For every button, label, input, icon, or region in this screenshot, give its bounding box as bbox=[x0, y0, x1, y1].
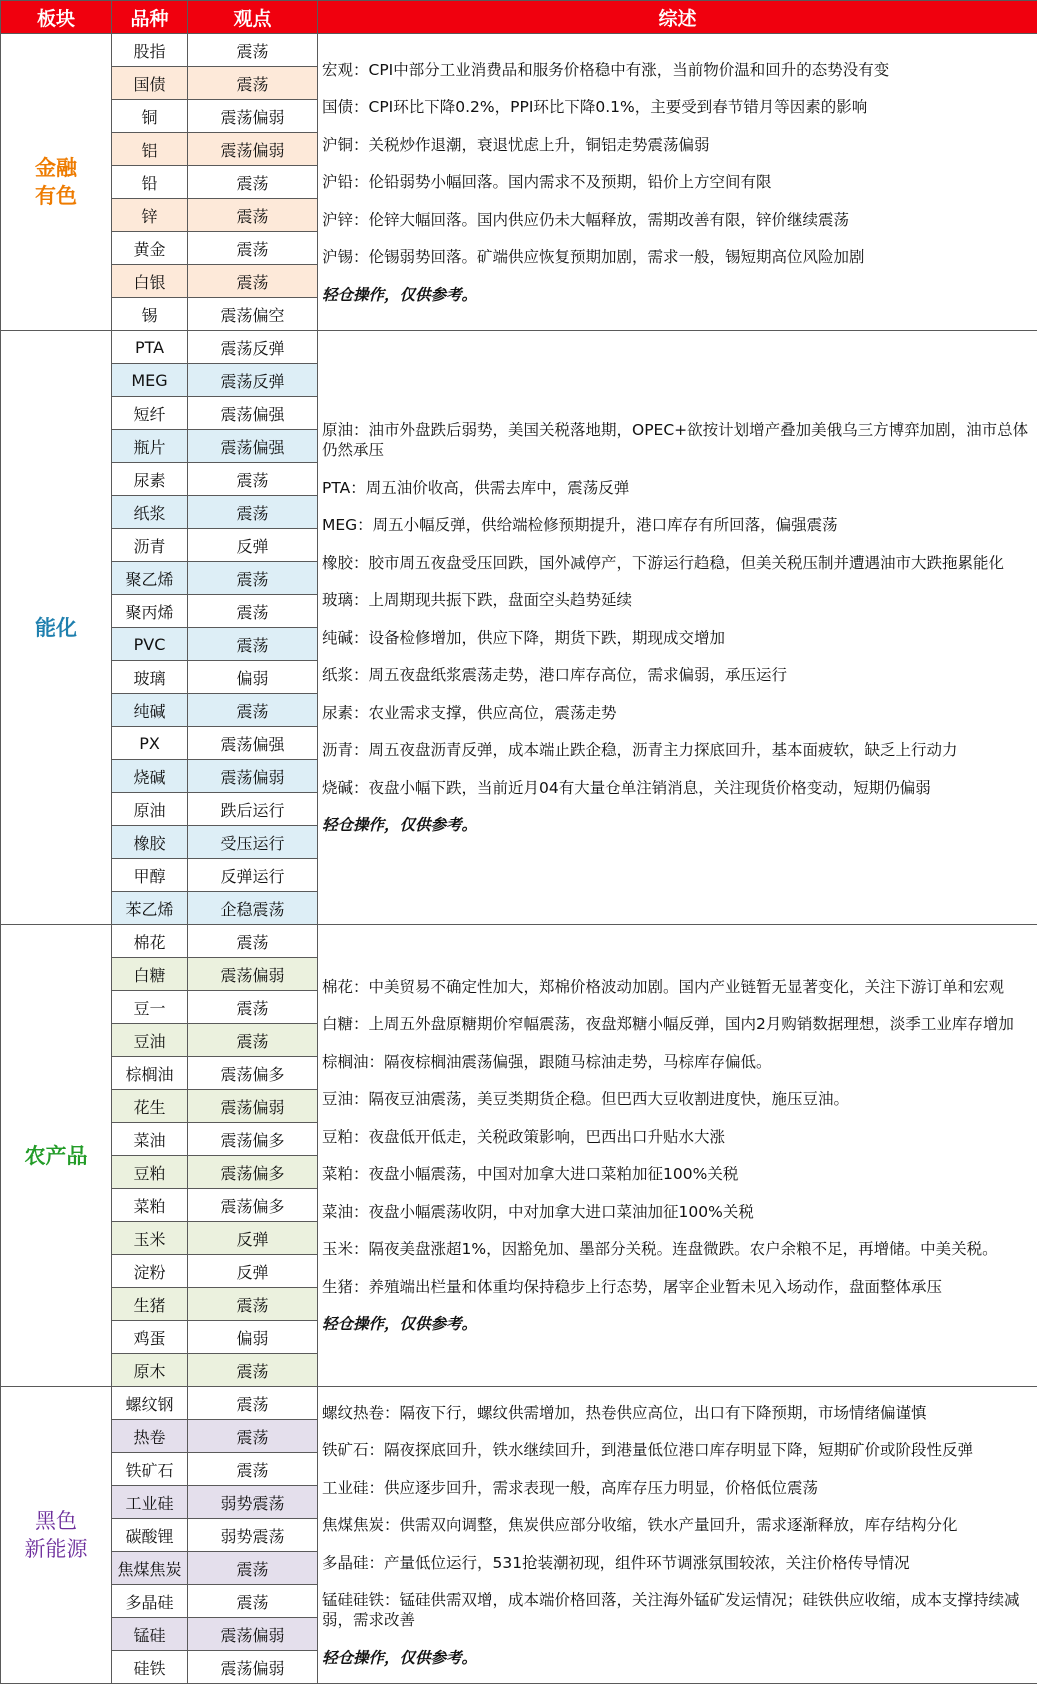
product-cell: 豆粕 bbox=[112, 1156, 188, 1189]
product-cell: 烧碱 bbox=[112, 760, 188, 793]
view-cell: 震荡偏弱 bbox=[188, 1651, 318, 1684]
summary-line: PTA：周五油价收高，供需去库中，震荡反弹 bbox=[322, 478, 630, 497]
summary-line: 玻璃：上周期现共振下跌，盘面空头趋势延续 bbox=[322, 591, 633, 609]
product-cell: 淀粉 bbox=[112, 1255, 188, 1288]
view-cell: 震荡 bbox=[188, 34, 318, 67]
view-cell: 震荡反弹 bbox=[188, 364, 318, 397]
header-summary: 综述 bbox=[318, 1, 1037, 34]
view-cell: 企稳震荡 bbox=[188, 892, 318, 925]
summary-cell bbox=[318, 331, 1037, 925]
view-cell: 震荡 bbox=[188, 562, 318, 595]
product-cell: PVC bbox=[112, 628, 188, 661]
view-cell: 震荡偏强 bbox=[188, 397, 318, 430]
product-cell: 鸡蛋 bbox=[112, 1321, 188, 1354]
summary-line: 白糖：上周五外盘原糖期价窄幅震荡，夜盘郑糖小幅反弹，国内2月购销数据理想，淡季工业库存增加 bbox=[322, 1015, 1014, 1034]
summary-line: 生猪：养殖端出栏量和体重均保持稳步上行态势，屠宰企业暂未见入场动作，盘面整体承压 bbox=[322, 1277, 943, 1296]
view-cell: 反弹运行 bbox=[188, 859, 318, 892]
product-cell: 橡胶 bbox=[112, 826, 188, 859]
product-cell: 棕榈油 bbox=[112, 1057, 188, 1090]
summary-line: 豆粕：夜盘低开低走，关税政策影响，巴西出口升贴水大涨 bbox=[322, 1127, 726, 1146]
view-cell: 震荡偏弱 bbox=[188, 133, 318, 166]
summary-line: 尿素：农业需求支撑，供应高位，震荡走势 bbox=[322, 703, 617, 722]
view-cell: 震荡偏强 bbox=[188, 727, 318, 760]
view-cell: 弱势震荡 bbox=[188, 1486, 318, 1519]
summary-line: 多晶硅：产量低位运行，531抢装潮初现，组件环节调涨氛围较浓，关注价格传导情况 bbox=[322, 1553, 910, 1572]
advice-note: 轻仓操作，仅供参考。 bbox=[322, 1315, 478, 1334]
product-cell: 国债 bbox=[112, 67, 188, 100]
product-cell: 焦煤焦炭 bbox=[112, 1552, 188, 1585]
product-cell: 热卷 bbox=[112, 1420, 188, 1453]
view-cell: 震荡偏多 bbox=[188, 1189, 318, 1222]
summary-cell bbox=[318, 925, 1037, 1387]
view-cell: 偏弱 bbox=[188, 661, 318, 694]
product-cell: 纸浆 bbox=[112, 496, 188, 529]
view-cell: 震荡偏空 bbox=[188, 298, 318, 331]
product-cell: 甲醇 bbox=[112, 859, 188, 892]
sector-cell bbox=[1, 925, 112, 1387]
summary-line: 沪铜：关税炒作退潮，衰退忧虑上升，铜铝走势震荡偏弱 bbox=[322, 135, 710, 154]
view-cell: 震荡 bbox=[188, 991, 318, 1024]
summary-cell bbox=[318, 34, 1037, 331]
product-cell: 生猪 bbox=[112, 1288, 188, 1321]
product-cell: 铜 bbox=[112, 100, 188, 133]
product-cell: 尿素 bbox=[112, 463, 188, 496]
summary-line: 铁矿石：隔夜探底回升，铁水继续回升，到港量低位港口库存明显下降，短期矿价或阶段性反弹 bbox=[322, 1441, 974, 1459]
product-cell: 工业硅 bbox=[112, 1486, 188, 1519]
view-cell: 震荡偏多 bbox=[188, 1156, 318, 1189]
sector-cell bbox=[1, 34, 112, 331]
table-row bbox=[1, 1387, 1037, 1420]
product-cell: 锌 bbox=[112, 199, 188, 232]
product-cell: 短纤 bbox=[112, 397, 188, 430]
advice-note: 轻仓操作，仅供参考。 bbox=[322, 816, 478, 834]
product-cell: 瓶片 bbox=[112, 430, 188, 463]
product-cell: 铅 bbox=[112, 166, 188, 199]
summary-line: 宏观：CPI中部分工业消费品和服务价格稳中有涨，当前物价温和回升的态势没有变 bbox=[322, 60, 890, 79]
sector-cell bbox=[1, 1387, 112, 1684]
summary-line: 豆油：隔夜豆油震荡，美豆类期货企稳。但巴西大豆收割进度快，施压豆油。 bbox=[322, 1090, 850, 1109]
view-cell: 震荡偏弱 bbox=[188, 1618, 318, 1651]
sector-cell bbox=[1, 331, 112, 925]
view-cell: 震荡偏弱 bbox=[188, 100, 318, 133]
summary-line: 烧碱：夜盘小幅下跌，当前近月04有大量仓单注销消息，关注现货价格变动，短期仍偏弱 bbox=[322, 778, 931, 797]
product-cell: 铁矿石 bbox=[112, 1453, 188, 1486]
summary-line: 菜油：夜盘小幅震荡收阴，中对加拿大进口菜油加征100%关税 bbox=[322, 1202, 754, 1221]
product-cell: 沥青 bbox=[112, 529, 188, 562]
view-cell: 震荡偏多 bbox=[188, 1057, 318, 1090]
view-cell: 震荡 bbox=[188, 1387, 318, 1420]
product-cell: 豆一 bbox=[112, 991, 188, 1024]
view-cell: 震荡 bbox=[188, 232, 318, 265]
sector-label: 新能源 bbox=[24, 1537, 88, 1561]
header-row bbox=[1, 1, 1037, 34]
product-cell: MEG bbox=[112, 364, 188, 397]
summary-line: 棕榈油：隔夜棕榈油震荡偏强，跟随马棕油走势，马棕库存偏低。 bbox=[322, 1052, 772, 1071]
view-cell: 震荡偏弱 bbox=[188, 958, 318, 991]
product-cell: 菜粕 bbox=[112, 1189, 188, 1222]
view-cell: 偏弱 bbox=[188, 1321, 318, 1354]
view-cell: 震荡 bbox=[188, 67, 318, 100]
view-cell: 反弹 bbox=[188, 1222, 318, 1255]
view-cell: 受压运行 bbox=[188, 826, 318, 859]
product-cell: 硅铁 bbox=[112, 1651, 188, 1684]
table-row bbox=[1, 331, 1037, 364]
summary-line: 玉米：隔夜美盘涨超1%，因豁免加、墨部分关税。连盘微跌。农户余粮不足，再增储。中美关税。 bbox=[322, 1240, 998, 1259]
summary-line: 纯碱：设备检修增加，供应下降，期货下跌，期现成交增加 bbox=[322, 628, 726, 647]
product-cell: 菜油 bbox=[112, 1123, 188, 1156]
table-body bbox=[1, 34, 1037, 1684]
product-cell: 豆油 bbox=[112, 1024, 188, 1057]
product-cell: 锡 bbox=[112, 298, 188, 331]
product-cell: 白糖 bbox=[112, 958, 188, 991]
summary-line: 国债：CPI环比下降0.2%，PPI环比下降0.1%，主要受到春节错月等因素的影响 bbox=[322, 98, 868, 116]
product-cell: 玉米 bbox=[112, 1222, 188, 1255]
view-cell: 震荡 bbox=[188, 199, 318, 232]
header-view: 观点 bbox=[188, 1, 318, 34]
sector-label: 金融 bbox=[35, 156, 77, 180]
view-cell: 震荡 bbox=[188, 1354, 318, 1387]
sector-label: 有色 bbox=[35, 184, 77, 208]
summary-line: 原油：油市外盘跌后弱势，美国关税落地期，OPEC+欲按计划增产叠加美俄乌三方博弈加剧，油市总体仍然承压 bbox=[322, 421, 1029, 459]
summary-line: 沥青：周五夜盘沥青反弹，成本端止跌企稳，沥青主力探底回升，基本面疲软，缺乏上行动力 bbox=[322, 741, 958, 759]
product-cell: 原木 bbox=[112, 1354, 188, 1387]
summary-line: 沪锌：伦锌大幅回落。国内供应仍未大幅释放，需期改善有限，锌价继续震荡 bbox=[322, 210, 850, 229]
sector-label: 农产品 bbox=[24, 1143, 88, 1168]
view-cell: 震荡 bbox=[188, 628, 318, 661]
view-cell: 震荡 bbox=[188, 1585, 318, 1618]
view-cell: 震荡 bbox=[188, 925, 318, 958]
view-cell: 震荡 bbox=[188, 1420, 318, 1453]
header-sector: 板块 bbox=[1, 1, 112, 34]
product-cell: 花生 bbox=[112, 1090, 188, 1123]
sector-label: 黑色 bbox=[35, 1509, 77, 1533]
summary-line: 纸浆：周五夜盘纸浆震荡走势，港口库存高位，需求偏弱，承压运行 bbox=[322, 666, 788, 684]
view-cell: 震荡 bbox=[188, 1552, 318, 1585]
summary-line: 菜粕：夜盘小幅震荡，中国对加拿大进口菜粕加征100%关税 bbox=[322, 1165, 739, 1184]
view-cell: 跌后运行 bbox=[188, 793, 318, 826]
product-cell: 聚丙烯 bbox=[112, 595, 188, 628]
view-cell: 震荡 bbox=[188, 694, 318, 727]
view-cell: 震荡 bbox=[188, 1453, 318, 1486]
summary-cell bbox=[318, 1387, 1037, 1684]
view-cell: 反弹 bbox=[188, 1255, 318, 1288]
header-product: 品种 bbox=[112, 1, 188, 34]
view-cell: 震荡 bbox=[188, 166, 318, 199]
summary-line: 沪锡：伦锡弱势回落。矿端供应恢复预期加剧，需求一般，锡短期高位风险加剧 bbox=[322, 248, 865, 266]
summary-line: 锰硅硅铁：锰硅供需双增，成本端价格回落，关注海外锰矿发运情况；硅铁供应收缩，成本支撑持续减弱，需求改善 bbox=[322, 1591, 1020, 1629]
view-cell: 弱势震荡 bbox=[188, 1519, 318, 1552]
view-cell: 震荡反弹 bbox=[188, 331, 318, 364]
product-cell: 螺纹钢 bbox=[112, 1387, 188, 1420]
sector-label: 能化 bbox=[35, 615, 77, 640]
product-cell: 黄金 bbox=[112, 232, 188, 265]
table-row bbox=[1, 34, 1037, 67]
view-cell: 震荡 bbox=[188, 496, 318, 529]
view-cell: 震荡 bbox=[188, 1288, 318, 1321]
product-cell: 苯乙烯 bbox=[112, 892, 188, 925]
product-cell: 纯碱 bbox=[112, 694, 188, 727]
advice-note: 轻仓操作，仅供参考。 bbox=[322, 285, 478, 304]
view-cell: 震荡偏弱 bbox=[188, 760, 318, 793]
summary-line: MEG：周五小幅反弹，供给端检修预期提升，港口库存有所回落，偏强震荡 bbox=[322, 516, 838, 534]
product-cell: 玻璃 bbox=[112, 661, 188, 694]
product-cell: 聚乙烯 bbox=[112, 562, 188, 595]
summary-line: 工业硅：供应逐步回升，需求表现一般，高库存压力明显，价格低位震荡 bbox=[322, 1478, 819, 1497]
product-cell: PX bbox=[112, 727, 188, 760]
product-cell: 锰硅 bbox=[112, 1618, 188, 1651]
product-cell: 白银 bbox=[112, 265, 188, 298]
product-cell: 铝 bbox=[112, 133, 188, 166]
view-cell: 震荡偏多 bbox=[188, 1123, 318, 1156]
view-cell: 震荡 bbox=[188, 595, 318, 628]
table-row bbox=[1, 925, 1037, 958]
summary-line: 螺纹热卷：隔夜下行，螺纹供需增加，热卷供应高位，出口有下降预期，市场情绪偏谨慎 bbox=[322, 1403, 927, 1422]
product-cell: 碳酸锂 bbox=[112, 1519, 188, 1552]
product-cell: 原油 bbox=[112, 793, 188, 826]
summary-line: 橡胶：胶市周五夜盘受压回跌，国外减停产，下游运行趋稳，但美关税压制并遭遇油市大跌拖累能化 bbox=[322, 553, 1005, 572]
product-cell: 股指 bbox=[112, 34, 188, 67]
advice-note: 轻仓操作，仅供参考。 bbox=[322, 1648, 478, 1667]
product-cell: PTA bbox=[112, 331, 188, 364]
summary-line: 焦煤焦炭：供需双向调整，焦炭供应部分收缩，铁水产量回升，需求逐渐释放，库存结构分化 bbox=[322, 1516, 958, 1534]
product-cell: 多晶硅 bbox=[112, 1585, 188, 1618]
summary-line: 沪铅：伦铅弱势小幅回落。国内需求不及预期，铅价上方空间有限 bbox=[322, 173, 772, 191]
view-cell: 震荡偏弱 bbox=[188, 1090, 318, 1123]
view-cell: 反弹 bbox=[188, 529, 318, 562]
product-cell: 棉花 bbox=[112, 925, 188, 958]
view-cell: 震荡 bbox=[188, 1024, 318, 1057]
view-cell: 震荡 bbox=[188, 463, 318, 496]
view-cell: 震荡偏强 bbox=[188, 430, 318, 463]
summary-line: 棉花：中美贸易不确定性加大，郑棉价格波动加剧。国内产业链暂无显著变化，关注下游订单和宏观 bbox=[322, 977, 1005, 996]
view-cell: 震荡 bbox=[188, 265, 318, 298]
